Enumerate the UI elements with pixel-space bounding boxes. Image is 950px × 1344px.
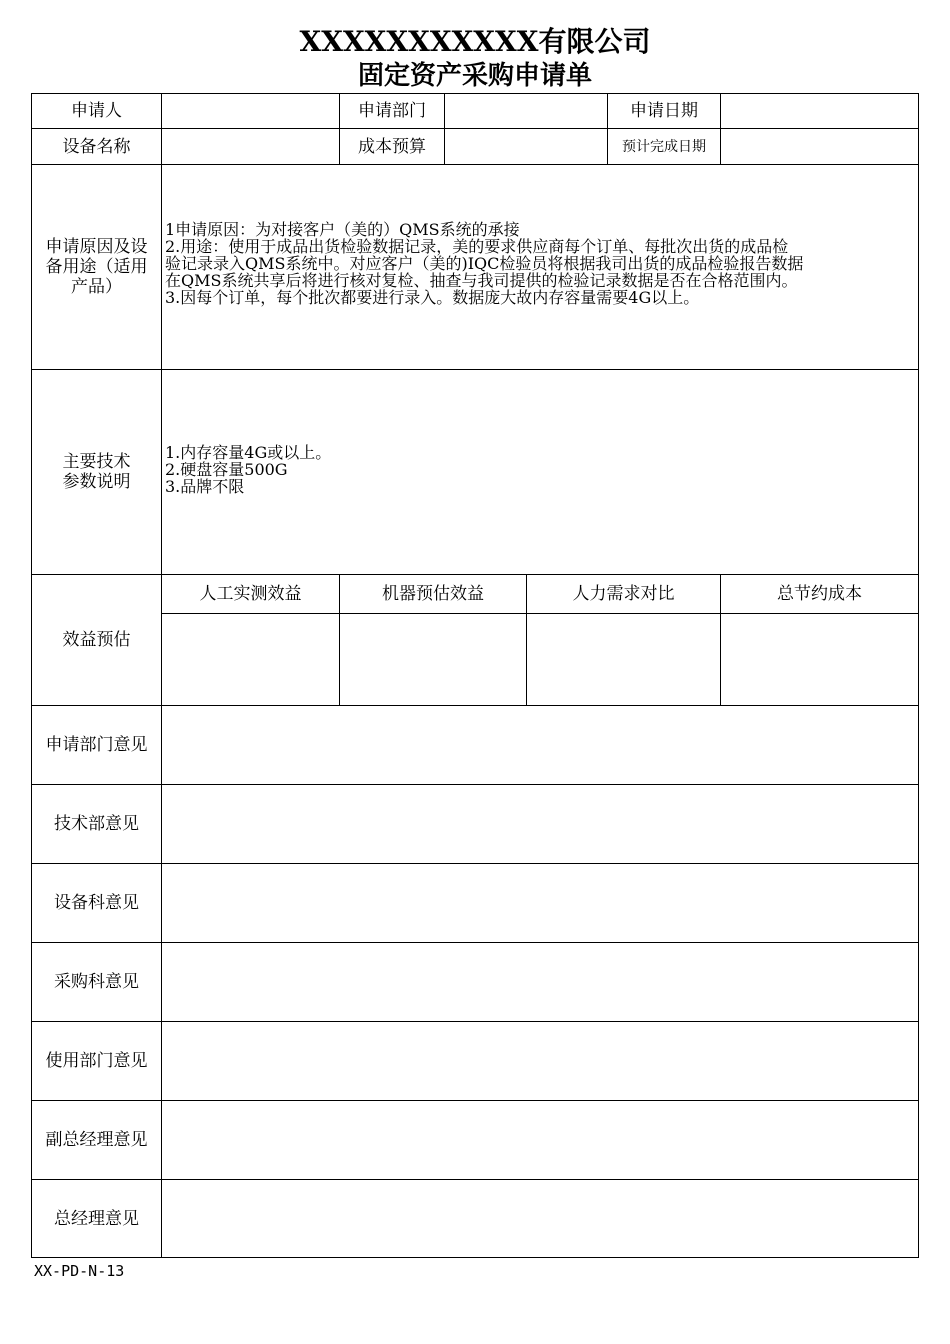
application-date-field[interactable] xyxy=(720,93,919,129)
user-dept-opinion-label: 使用部门意见 xyxy=(31,1021,162,1101)
equipment-name-field[interactable] xyxy=(161,128,340,165)
department-label: 申请部门 xyxy=(339,93,445,129)
tech-params-field[interactable] xyxy=(161,369,919,575)
tech-params-label-text: 主要技术参数说明 xyxy=(62,452,131,492)
budget-label: 成本预算 xyxy=(339,128,445,165)
reason-line: 验记录录入QMS系统中。对应客户（美的)IQC检验员将根据我司出货的成品检验报告数据 xyxy=(165,254,804,273)
benefit-header-savings: 总节约成本 xyxy=(720,574,919,614)
form-code: XX-PD-N-13 xyxy=(34,1262,125,1280)
benefit-labor-field[interactable] xyxy=(526,613,721,706)
tech-dept-opinion-field[interactable] xyxy=(161,784,919,864)
tech-params-text xyxy=(165,444,331,495)
reason-line: 在QMS系统共享后将进行核对复检、抽查与我司提供的检验记录数据是否在合格范围内。 xyxy=(165,271,798,290)
benefit-savings-field[interactable] xyxy=(720,613,919,706)
benefit-header-machine: 机器预估效益 xyxy=(339,574,527,614)
department-field[interactable] xyxy=(444,93,608,129)
benefit-manual-field[interactable] xyxy=(161,613,340,706)
tech-line: 2.硬盘容量500G xyxy=(165,460,288,479)
deputy-gm-opinion-field[interactable] xyxy=(161,1100,919,1180)
gm-opinion-label: 总经理意见 xyxy=(31,1179,162,1258)
equipment-section-opinion-label: 设备科意见 xyxy=(31,863,162,943)
tech-params-label xyxy=(31,369,162,575)
applicant-label: 申请人 xyxy=(31,93,162,129)
user-dept-opinion-field[interactable] xyxy=(161,1021,919,1101)
tech-line: 1.内存容量4G或以上。 xyxy=(165,443,332,462)
purchasing-opinion-label: 采购科意见 xyxy=(31,942,162,1022)
applicant-dept-opinion-field[interactable] xyxy=(161,705,919,785)
reason-field[interactable] xyxy=(161,164,919,370)
application-date-label: 申请日期 xyxy=(607,93,721,129)
reason-line: 3.因每个订单，每个批次都要进行录入。数据庞大故内存容量需要4G以上。 xyxy=(165,288,700,307)
equipment-name-label: 设备名称 xyxy=(31,128,162,165)
reason-label-text: 申请原因及设备用途（适用产品） xyxy=(45,237,148,297)
benefit-header-manual: 人工实测效益 xyxy=(161,574,340,614)
benefit-label: 效益预估 xyxy=(31,574,162,706)
reason-line: 1申请原因：为对接客户（美的）QMS系统的承接 xyxy=(165,220,520,239)
completion-date-field[interactable] xyxy=(720,128,919,165)
benefit-header-labor: 人力需求对比 xyxy=(526,574,721,614)
company-name: XXXXXXXXXXX有限公司 xyxy=(299,25,651,58)
completion-date-label: 预计完成日期 xyxy=(607,128,721,165)
reason-text xyxy=(165,221,803,306)
reason-label xyxy=(31,164,162,370)
reason-line: 2.用途：使用于成品出货检验数据记录，美的要求供应商每个订单、每批次出货的成品检 xyxy=(165,237,789,256)
equipment-section-opinion-field[interactable] xyxy=(161,863,919,943)
benefit-machine-field[interactable] xyxy=(339,613,527,706)
tech-line: 3.品牌不限 xyxy=(165,477,245,496)
budget-field[interactable] xyxy=(444,128,608,165)
tech-dept-opinion-label: 技术部意见 xyxy=(31,784,162,864)
form-title: 固定资产采购申请单 xyxy=(357,61,592,91)
applicant-field[interactable] xyxy=(161,93,340,129)
purchasing-opinion-field[interactable] xyxy=(161,942,919,1022)
applicant-dept-opinion-label: 申请部门意见 xyxy=(31,705,162,785)
deputy-gm-opinion-label: 副总经理意见 xyxy=(31,1100,162,1180)
gm-opinion-field[interactable] xyxy=(161,1179,919,1258)
